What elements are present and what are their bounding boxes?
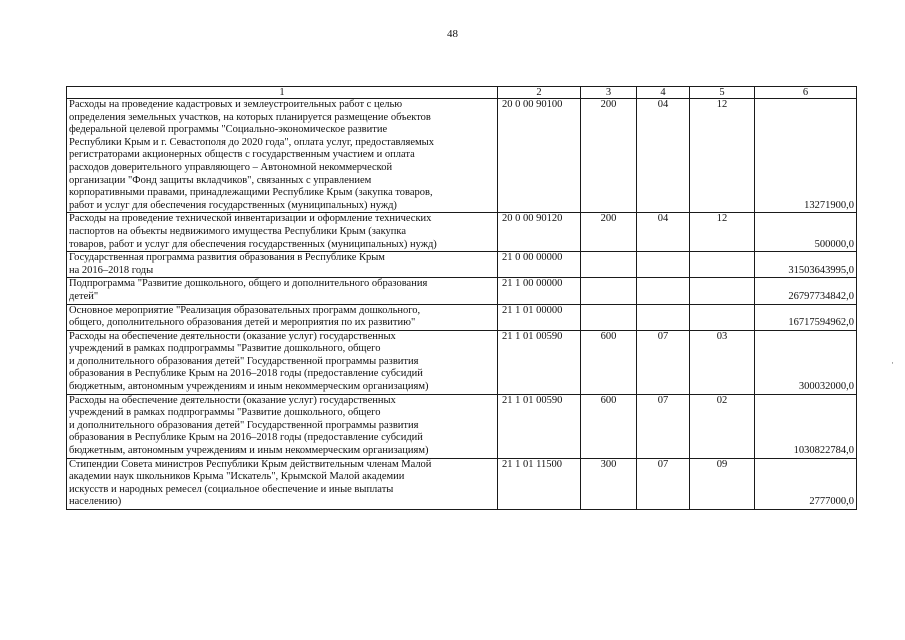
row-amount: 1030822784,0	[755, 394, 857, 458]
description-line: искусств и народных ремесел (социальное обеспечение и иные выплаты	[69, 483, 394, 495]
description-line: паспортов на объекты недвижимого имущества Республики Крым (закупка	[69, 225, 406, 237]
row-column-5	[690, 278, 755, 304]
row-column-5: 02	[690, 394, 755, 458]
table-row	[67, 252, 857, 278]
description-line: расходов доверительного управляющего – Автономной некоммерческой	[69, 161, 393, 173]
description-line: регистраторами акционерных обществ с государственным участием и оплата	[69, 149, 415, 161]
description-line: Расходы на проведение технической инвентаризации и оформление технических	[69, 213, 432, 225]
description-line: Стипендии Совета министров Республики Крым действительным членам Малой	[69, 458, 432, 470]
row-column-3	[581, 304, 637, 330]
row-description	[67, 99, 498, 213]
row-code: 20 0 00 90100	[498, 99, 581, 213]
description-line: товаров, работ и услуг для обеспечения государственных (муниципальных) нужд)	[69, 238, 437, 250]
page-number: 48	[447, 28, 458, 40]
description-line: федеральной целевой программы "Социально-экономическое развитие	[69, 124, 388, 136]
row-amount: 31503643995,0	[755, 252, 857, 278]
column-header: 2	[498, 87, 581, 99]
column-header: 5	[690, 87, 755, 99]
row-code: 21 1 00 00000	[498, 278, 581, 304]
row-column-3: 600	[581, 330, 637, 394]
row-amount: 13271900,0	[755, 99, 857, 213]
column-header: 1	[67, 87, 498, 99]
table-row	[67, 213, 857, 252]
row-amount: 300032000,0	[755, 330, 857, 394]
description-line: Расходы на обеспечение деятельности (оказание услуг) государственных	[69, 330, 396, 342]
column-header: 3	[581, 87, 637, 99]
row-description	[67, 458, 498, 509]
row-column-3	[581, 252, 637, 278]
row-description	[67, 278, 498, 304]
row-amount: 2777000,0	[755, 458, 857, 509]
description-line: и дополнительного образования детей" Государственной программы развития	[69, 355, 419, 367]
row-column-4	[637, 304, 690, 330]
scan-mark: ·	[891, 358, 894, 368]
row-column-4	[637, 278, 690, 304]
description-line: организации "Фонд защиты вкладчиков", связанных с управлением	[69, 174, 372, 186]
table-row	[67, 304, 857, 330]
row-code: 21 1 01 11500	[498, 458, 581, 509]
row-description	[67, 252, 498, 278]
row-column-3: 600	[581, 394, 637, 458]
row-column-4: 07	[637, 458, 690, 509]
description-line: Основное мероприятие "Реализация образовательных программ дошкольного,	[69, 304, 421, 316]
row-description	[67, 304, 498, 330]
description-line: работ и услуг для обеспечения государственных (муниципальных) нужд)	[69, 199, 397, 211]
budget-table	[66, 86, 857, 510]
description-line: населению)	[69, 496, 122, 508]
row-code: 21 0 00 00000	[498, 252, 581, 278]
description-line: общего, дополнительного образования детей и мероприятия по их развитию"	[69, 317, 416, 329]
row-column-4: 07	[637, 394, 690, 458]
description-line: детей"	[69, 290, 99, 302]
row-amount: 26797734842,0	[755, 278, 857, 304]
row-column-3	[581, 278, 637, 304]
column-header: 4	[637, 87, 690, 99]
description-line: определения земельных участков, на которых планируется размещение объектов	[69, 111, 431, 123]
description-line: корпоративными правами, принадлежащими Республике Крым (закупка товаров,	[69, 187, 433, 199]
row-column-4: 04	[637, 213, 690, 252]
table-row	[67, 99, 857, 213]
row-code: 21 1 01 00590	[498, 394, 581, 458]
description-line: образования в Республике Крым на 2016–2018 годы (предоставление субсидий	[69, 368, 423, 380]
row-description	[67, 330, 498, 394]
row-column-5	[690, 304, 755, 330]
table-row	[67, 278, 857, 304]
row-code: 20 0 00 90120	[498, 213, 581, 252]
row-amount: 500000,0	[755, 213, 857, 252]
row-description	[67, 213, 498, 252]
row-column-4: 04	[637, 99, 690, 213]
row-column-5: 12	[690, 213, 755, 252]
row-column-3: 200	[581, 99, 637, 213]
description-line: учреждений в рамках подпрограммы "Развитие дошкольного, общего	[69, 407, 381, 419]
row-column-3: 200	[581, 213, 637, 252]
row-amount: 16717594962,0	[755, 304, 857, 330]
row-code: 21 1 01 00000	[498, 304, 581, 330]
description-line: Подпрограмма "Развитие дошкольного, общего и дополнительного образования	[69, 278, 428, 290]
row-column-4: 07	[637, 330, 690, 394]
description-line: Расходы на обеспечение деятельности (оказание услуг) государственных	[69, 394, 396, 406]
description-line: Государственная программа развития образования в Республике Крым	[69, 252, 385, 264]
table-row	[67, 330, 857, 394]
description-line: бюджетным, автономным учреждениям и иным некоммерческим организациям)	[69, 445, 429, 457]
row-column-5: 03	[690, 330, 755, 394]
row-column-5	[690, 252, 755, 278]
row-column-4	[637, 252, 690, 278]
row-column-3: 300	[581, 458, 637, 509]
row-code: 21 1 01 00590	[498, 330, 581, 394]
description-line: Республики Крым и г. Севастополя до 2020 года", оплата услуг, предоставляемых	[69, 136, 434, 148]
table-row	[67, 394, 857, 458]
row-column-5: 09	[690, 458, 755, 509]
row-description	[67, 394, 498, 458]
table-header-row	[67, 87, 857, 99]
row-column-5: 12	[690, 99, 755, 213]
description-line: учреждений в рамках подпрограммы "Развитие дошкольного, общего	[69, 343, 381, 355]
description-line: и дополнительного образования детей" Государственной программы развития	[69, 419, 419, 431]
description-line: на 2016–2018 годы	[69, 264, 154, 276]
description-line: Расходы на проведение кадастровых и землеустроительных работ с целью	[69, 99, 403, 110]
table-row	[67, 458, 857, 509]
description-line: бюджетным, автономным учреждениям и иным некоммерческим организациям)	[69, 381, 429, 393]
description-line: академии наук школьников Крыма "Искатель", Крымской Малой академии	[69, 471, 405, 483]
description-line: образования в Республике Крым на 2016–2018 годы (предоставление субсидий	[69, 432, 423, 444]
column-header: 6	[755, 87, 857, 99]
